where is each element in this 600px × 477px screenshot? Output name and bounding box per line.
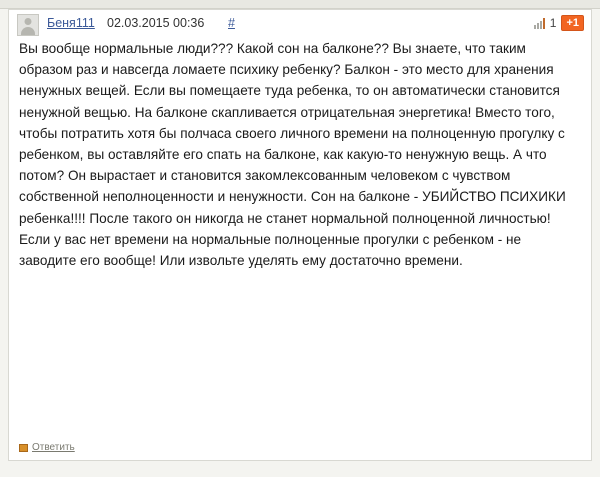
rating-count: 1 bbox=[549, 16, 557, 30]
post-timestamp: 02.03.2015 00:36 bbox=[107, 16, 205, 30]
signal-bars-icon bbox=[534, 18, 545, 29]
post-footer bbox=[19, 442, 75, 453]
post-card bbox=[8, 9, 592, 461]
post-rating-area bbox=[534, 15, 584, 31]
reply-link[interactable]: Ответить bbox=[32, 442, 75, 453]
post-text: Вы вообще нормальные люди??? Какой сон на балконе?? Вы знаете, что таким образом раз и навсегда ломаете психику ребенку? Балкон - это место для хранения ненужных вещей. Если вы помещаете туда ребенка, то он автоматически становится ненужной вещью. На балконе скапливается отрицательная энергетика! Вместо того, чтобы потратить хотя бы полчаса своего личного времени на полноценную прогулку с ребенком, вы оставляйте его спать на балконе, как какую-то ненужную вещь. А что потом? Он вырастает и становится закомлексованным человеком с чувством собственной неполноценности и ненужности. Сон на балконе - УБИЙСТВО ПСИХИКИ ребенка!!!! После такого он никогда не станет нормальной полноценной личностью! Если у вас нет времени на нормальные полноценные прогулки с ребенком - не заводите его вообще! Или извольте уделять ему достаточно времени. bbox=[19, 41, 570, 269]
reply-icon bbox=[19, 444, 28, 452]
avatar bbox=[17, 14, 39, 36]
post-author-link[interactable]: Беня111 bbox=[47, 16, 95, 30]
post-permalink-link[interactable]: # bbox=[228, 16, 235, 30]
post-body bbox=[9, 36, 591, 271]
post-header bbox=[9, 10, 591, 36]
page-top-strip bbox=[0, 0, 600, 9]
vote-up-button[interactable]: +1 bbox=[561, 15, 584, 31]
avatar-body-shape bbox=[21, 27, 35, 35]
avatar-head-shape bbox=[25, 18, 32, 25]
page-bottom-strip bbox=[0, 463, 600, 477]
